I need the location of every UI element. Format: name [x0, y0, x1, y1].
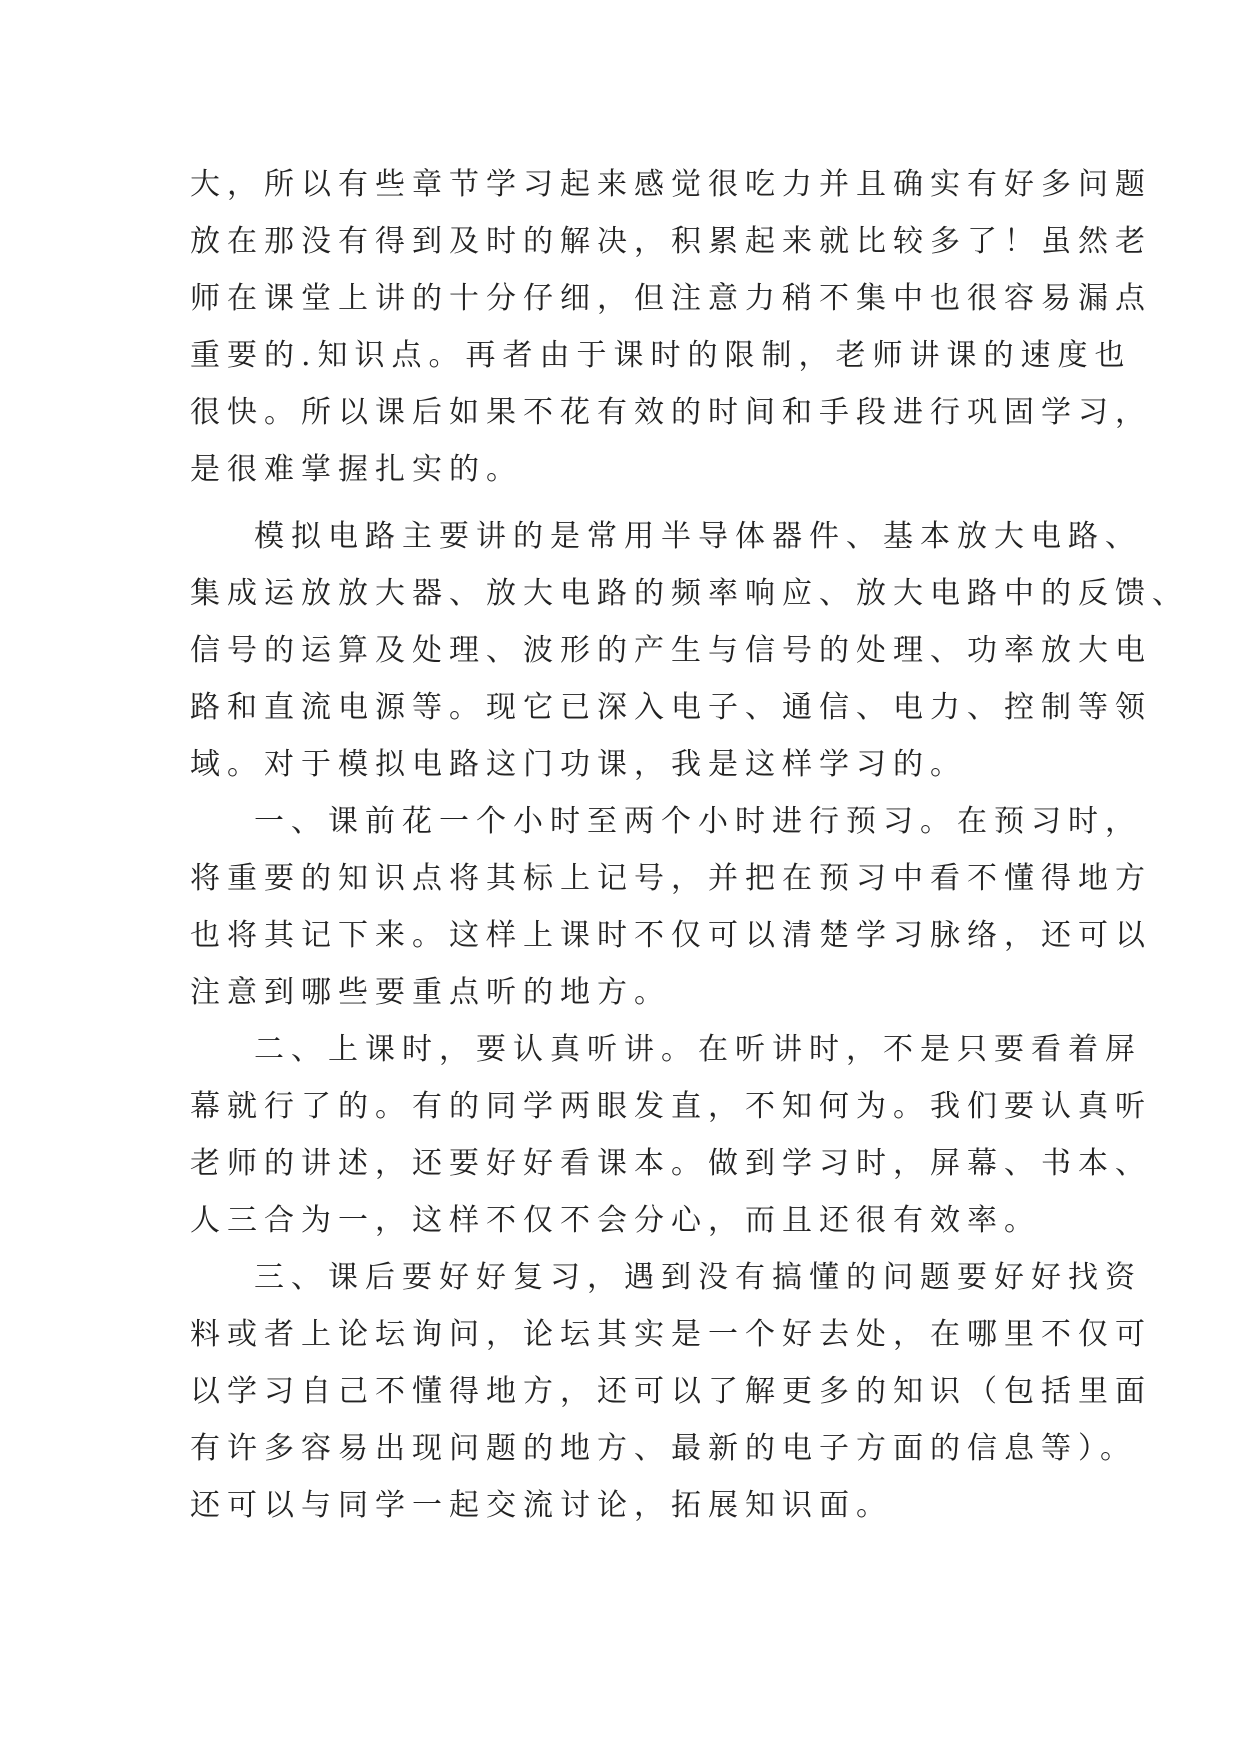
text-line: 还可以与同学一起交流讨论，拓展知识面。 — [190, 1488, 893, 1523]
text-line: 一、课前花一个小时至两个小时进行预习。在预习时， — [254, 804, 1142, 839]
text-line: 师在课堂上讲的十分仔细，但注意力稍不集中也很容易漏点 — [190, 281, 1152, 316]
text-line: 集成运放放大器、放大电路的频率响应、放大电路中的反馈、 — [190, 576, 1189, 611]
text-line: 二、上课时，要认真听讲。在听讲时，不是只要看着屏 — [254, 1032, 1142, 1067]
text-line: 幕就行了的。有的同学两眼发直，不知何为。我们要认真听 — [190, 1089, 1152, 1124]
text-line: 信号的运算及处理、波形的产生与信号的处理、功率放大电 — [190, 633, 1152, 668]
text-line: 老师的讲述，还要好好看课本。做到学习时，屏幕、书本、 — [190, 1146, 1152, 1181]
body-paragraphs — [190, 508, 1189, 1534]
text-line: 注意到哪些要重点听的地方。 — [190, 975, 671, 1010]
paragraph-review — [190, 1249, 1152, 1534]
text-line: 三、课后要好好复习，遇到没有搞懂的问题要好好找资 — [254, 1260, 1142, 1295]
text-line: 有许多容易出现问题的地方、最新的电子方面的信息等）。 — [190, 1431, 1137, 1466]
text-line: 以学习自己不懂得地方，还可以了解更多的知识（包括里面 — [190, 1374, 1152, 1409]
paragraph-analog-circuit-intro — [190, 508, 1189, 793]
text-line: 料或者上论坛询问，论坛其实是一个好去处，在哪里不仅可 — [190, 1317, 1152, 1352]
text-line: 模拟电路主要讲的是常用半导体器件、基本放大电路、 — [254, 519, 1142, 554]
text-line: 大，所以有些章节学习起来感觉很吃力并且确实有好多问题 — [190, 167, 1152, 202]
text-line: 也将其记下来。这样上课时不仅可以清楚学习脉络，还可以 — [190, 918, 1152, 953]
continued-paragraph — [190, 156, 1152, 498]
text-line: 域。对于模拟电路这门功课，我是这样学习的。 — [190, 747, 967, 782]
text-line: 放在那没有得到及时的解决，积累起来就比较多了！虽然老 — [190, 224, 1152, 259]
text-line: 路和直流电源等。现它已深入电子、通信、电力、控制等领 — [190, 690, 1152, 725]
text-line: 人三合为一，这样不仅不会分心，而且还很有效率。 — [190, 1203, 1041, 1238]
paragraph-preview — [190, 793, 1152, 1021]
paragraph-in-class — [190, 1021, 1152, 1249]
text-line: 重要的.知识点。再者由于课时的限制，老师讲课的速度也 — [190, 338, 1132, 373]
text-line: 很快。所以课后如果不花有效的时间和手段进行巩固学习， — [190, 395, 1152, 430]
text-line: 是很难掌握扎实的。 — [190, 452, 523, 487]
text-line: 将重要的知识点将其标上记号，并把在预习中看不懂得地方 — [190, 861, 1152, 896]
